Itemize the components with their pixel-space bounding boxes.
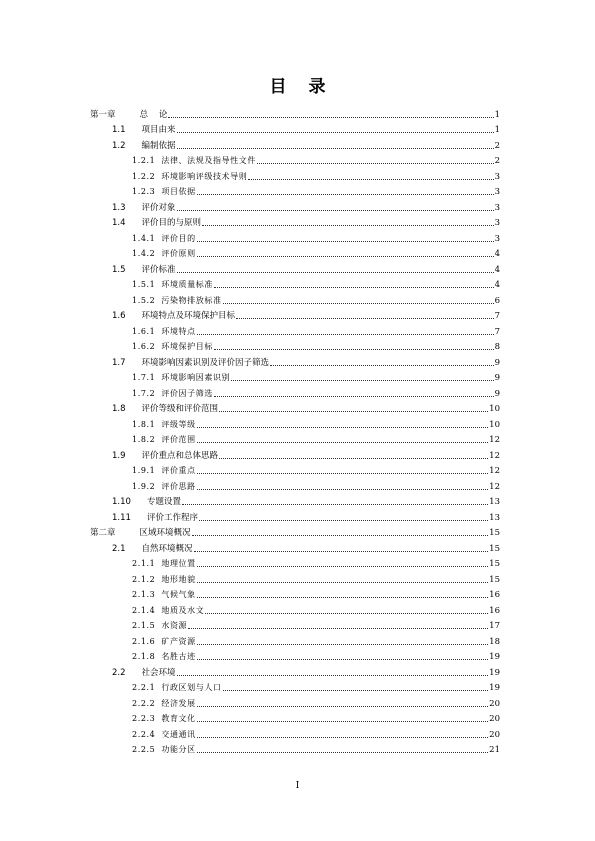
- toc-entry-page: 18: [489, 636, 500, 647]
- page-number: I: [295, 781, 300, 791]
- toc-entry-number: 2.1.4: [132, 605, 156, 615]
- toc-entry[interactable]: [90, 368, 500, 384]
- toc-entry-number: 1.2.1: [132, 156, 156, 165]
- toc-entry-number: 1.9: [112, 450, 126, 461]
- toc-leader-dots: [199, 520, 488, 521]
- toc-entry-number: 1.2.3: [132, 187, 156, 196]
- toc-entry-page: 20: [489, 698, 500, 709]
- toc-leader-dots: [197, 721, 488, 722]
- toc-entry-number: 1.10: [112, 497, 131, 507]
- toc-entry-number: 1.8: [112, 404, 126, 414]
- toc-entry[interactable]: [90, 213, 500, 229]
- toc-entry-number: 1.8.1: [132, 419, 156, 429]
- toc-entry-text: 评价原则: [161, 249, 196, 258]
- toc-entry-text: 环境特点: [161, 326, 196, 336]
- toc-entry-text: 评价因子筛选: [161, 388, 213, 398]
- toc-entry[interactable]: [90, 461, 500, 477]
- toc-entry[interactable]: [90, 259, 500, 275]
- toc-leader-dots: [257, 163, 494, 164]
- toc-entry-page: 1: [494, 109, 500, 120]
- toc-entry-text: 专题设置: [146, 497, 181, 507]
- toc-entry-text: 环境质量标准: [161, 280, 213, 289]
- toc-leader-dots: [192, 535, 489, 536]
- toc-entry-label: [132, 280, 213, 290]
- toc-entry-number: 2.1.3: [132, 590, 156, 599]
- toc-entry-label: [132, 590, 196, 600]
- toc-entry-page: 8: [494, 342, 500, 352]
- toc-entry[interactable]: [90, 430, 500, 446]
- toc-leader-dots: [197, 473, 488, 474]
- toc-entry[interactable]: [90, 616, 500, 632]
- toc-leader-dots: [205, 613, 488, 614]
- toc-entry[interactable]: [90, 182, 500, 198]
- toc-entry-number: 2.2.2: [132, 698, 156, 708]
- toc-entry-text: 地理位置: [161, 559, 196, 568]
- toc-entry-number: 1.4.2: [132, 249, 156, 258]
- toc-entry-number: 第二章: [90, 528, 116, 538]
- toc-leader-dots: [197, 644, 488, 645]
- toc-entry-page: 3: [494, 233, 500, 244]
- toc-entry-text: 评价重点: [161, 466, 196, 475]
- toc-entry[interactable]: [90, 120, 500, 136]
- toc-title-char-1: 目: [269, 77, 287, 97]
- toc-entry-number: 1.6.1: [132, 326, 156, 336]
- toc-entry-number: 2.2.1: [132, 683, 156, 692]
- toc-entry-number: 1.4.1: [132, 233, 156, 243]
- toc-leader-dots: [197, 427, 488, 428]
- toc-entry-page: 20: [489, 729, 500, 740]
- toc-entry-label: [132, 327, 196, 337]
- toc-entry-label: [132, 730, 196, 740]
- toc-leader-dots: [182, 504, 488, 505]
- toc-leader-dots: [197, 566, 488, 567]
- toc-entry-label: [112, 451, 218, 461]
- toc-entry-label: [132, 606, 204, 616]
- toc-entry-label: [132, 373, 230, 383]
- toc-leader-dots: [219, 411, 488, 412]
- toc-entry-page: 19: [489, 667, 500, 678]
- toc-entry-number: 1.7.2: [132, 388, 156, 398]
- toc-entry-label: [132, 435, 196, 445]
- toc-entry[interactable]: [90, 554, 500, 570]
- toc-entry-text: 评价工作程序: [146, 512, 198, 523]
- toc-entry-number: 2.2: [112, 667, 126, 678]
- toc-entry-page: 12: [489, 481, 500, 492]
- toc-entry[interactable]: [90, 414, 500, 430]
- toc-entry-label: [112, 668, 176, 678]
- toc-entry[interactable]: [90, 197, 500, 213]
- toc-entry-text: 总 论: [139, 109, 168, 120]
- toc-entry-page: 7: [494, 311, 500, 321]
- toc-leader-dots: [197, 256, 494, 257]
- toc-entry-text: 评价目的与原则: [141, 218, 202, 228]
- toc-leader-dots: [177, 210, 494, 211]
- toc-entry-page: 15: [489, 528, 500, 538]
- toc-entry[interactable]: [90, 631, 500, 647]
- toc-entry-label: [90, 528, 191, 538]
- toc-entry[interactable]: [90, 290, 500, 306]
- toc-entry-text: 环境保护目标: [161, 342, 213, 351]
- toc-entry-text: 评价对象: [141, 202, 176, 213]
- toc-entry[interactable]: [90, 228, 500, 244]
- toc-entry-text: 评价标准: [141, 264, 176, 275]
- toc-entry[interactable]: [90, 476, 500, 492]
- toc-entry-page: 3: [494, 187, 500, 197]
- toc-leader-dots: [197, 241, 494, 242]
- toc-leader-dots: [197, 752, 488, 753]
- toc-entry[interactable]: [90, 507, 500, 523]
- toc-entry-label: [132, 575, 196, 585]
- toc-entry[interactable]: [90, 166, 500, 182]
- toc-entry-text: 环境影响评级技术导则: [161, 171, 248, 181]
- toc-entry-number: 1.5.2: [132, 295, 156, 305]
- toc-entry-label: [132, 156, 256, 166]
- toc-entry-text: 自然环境概况: [141, 543, 193, 554]
- toc-leader-dots: [202, 225, 494, 226]
- toc-entry-text: 功能分区: [161, 745, 196, 754]
- toc-entry-page: 12: [489, 435, 500, 445]
- toc-entry[interactable]: [90, 492, 500, 508]
- toc-entry-label: [132, 420, 196, 430]
- toc-entry-label: [112, 311, 235, 321]
- toc-entry-label: [132, 249, 196, 259]
- toc-entry-number: 1.9.2: [132, 481, 156, 491]
- toc-entry-label: [132, 637, 196, 647]
- toc-entry-label: [132, 187, 196, 197]
- toc-leader-dots: [223, 303, 494, 304]
- toc-entry-page: 17: [489, 621, 500, 631]
- toc-entry[interactable]: [90, 538, 500, 554]
- toc-entry-text: 评价重点和总体思路: [141, 450, 219, 461]
- toc-leader-dots: [194, 551, 489, 552]
- toc-entry-label: [132, 234, 196, 244]
- toc-entry[interactable]: [90, 306, 500, 322]
- toc-entry-number: 1.2: [112, 140, 126, 151]
- toc-entry-text: 评价目的: [161, 233, 196, 243]
- toc-entry-text: 环境影响因素识别: [161, 373, 231, 382]
- toc-leader-dots: [236, 318, 494, 319]
- toc-entry-number: 1.6.2: [132, 342, 156, 351]
- toc-entry-label: [112, 125, 176, 135]
- toc-entry-label: [112, 513, 198, 523]
- toc-entry-number: 1.5.1: [132, 280, 156, 289]
- toc-entry-page: 16: [489, 590, 500, 600]
- toc-entry[interactable]: [90, 523, 500, 539]
- toc-entry-label: [132, 652, 196, 662]
- toc-entry[interactable]: [90, 151, 500, 167]
- toc-entry-number: 1.5: [112, 264, 126, 275]
- toc-entry-number: 2.2.5: [132, 745, 156, 754]
- toc-entry[interactable]: [90, 709, 500, 725]
- toc-entry-page: 9: [494, 373, 500, 383]
- toc-entry-page: 15: [489, 559, 500, 569]
- toc-entry-page: 3: [494, 218, 500, 228]
- toc-entry-text: 矿产资源: [161, 636, 196, 646]
- toc-entry[interactable]: [90, 740, 500, 756]
- toc-leader-dots: [177, 675, 489, 676]
- toc-entry-label: [112, 497, 181, 507]
- toc-entry[interactable]: [90, 399, 500, 415]
- toc-entry-label: [112, 141, 176, 151]
- toc-leader-dots: [270, 365, 494, 366]
- toc-entry-page: 20: [489, 714, 500, 724]
- toc-entry-text: 区域环境概况: [139, 528, 191, 538]
- toc-entry-text: 评级等级: [161, 419, 196, 429]
- toc-title-char-2: 录: [308, 77, 326, 97]
- toc-entry-page: 9: [494, 388, 500, 399]
- toc-entry[interactable]: [90, 693, 500, 709]
- toc-entry-label: [132, 621, 187, 631]
- toc-leader-dots: [223, 690, 489, 691]
- toc-entry[interactable]: [90, 135, 500, 151]
- toc-entry-page: 1: [494, 125, 500, 135]
- toc-entry-page: 10: [489, 404, 500, 414]
- toc-entry-text: 编制依据: [141, 140, 176, 151]
- toc-entry-text: 交通通讯: [161, 729, 196, 739]
- toc-entry[interactable]: [90, 600, 500, 616]
- toc-title: [0, 72, 595, 97]
- toc-entry-text: 评价范围: [161, 435, 196, 444]
- toc-leader-dots: [177, 272, 494, 273]
- toc-entry-label: [132, 342, 213, 352]
- toc-leader-dots: [197, 597, 488, 598]
- toc-entry-label: [90, 110, 167, 120]
- toc-leader-dots: [177, 148, 494, 149]
- table-of-contents: [90, 104, 500, 755]
- toc-entry[interactable]: [90, 275, 500, 291]
- toc-entry-number: 1.4: [112, 218, 126, 228]
- toc-entry-number: 第一章: [90, 109, 116, 120]
- toc-entry-page: 6: [494, 295, 500, 306]
- toc-entry-text: 地形地貌: [161, 574, 196, 584]
- toc-entry-number: 1.2.2: [132, 171, 156, 181]
- toc-entry-number: 1.7: [112, 357, 126, 368]
- toc-entry-page: 15: [489, 543, 500, 554]
- toc-entry-text: 行政区划与人口: [161, 683, 222, 692]
- toc-leader-dots: [197, 582, 488, 583]
- toc-entry-text: 经济发展: [161, 698, 196, 708]
- toc-entry-label: [132, 683, 222, 693]
- toc-leader-dots: [177, 132, 494, 133]
- toc-entry-label: [112, 218, 201, 228]
- toc-leader-dots: [197, 194, 494, 195]
- toc-entry-page: 2: [494, 140, 500, 151]
- toc-entry-number: 1.6: [112, 311, 126, 321]
- toc-leader-dots: [214, 287, 494, 288]
- toc-entry-page: 19: [489, 652, 500, 662]
- toc-entry-number: 1.1: [112, 125, 126, 135]
- toc-entry-page: 2: [494, 156, 500, 166]
- toc-entry[interactable]: [90, 445, 500, 461]
- toc-entry-label: [112, 203, 176, 213]
- toc-entry-text: 项目依据: [161, 187, 196, 196]
- toc-leader-dots: [248, 179, 493, 180]
- toc-entry-text: 名胜古迹: [161, 652, 196, 661]
- toc-leader-dots: [197, 334, 494, 335]
- toc-entry-number: 1.7.1: [132, 373, 156, 382]
- toc-entry-label: [132, 482, 196, 492]
- toc-leader-dots: [197, 489, 488, 490]
- toc-entry-label: [112, 404, 218, 414]
- toc-entry-label: [112, 544, 193, 554]
- toc-entry-number: 2.2.3: [132, 714, 156, 723]
- toc-entry-number: 2.1.6: [132, 636, 156, 646]
- toc-entry-text: 污染物排放标准: [161, 295, 222, 305]
- toc-entry-page: 3: [494, 171, 500, 182]
- toc-entry-label: [132, 714, 196, 724]
- toc-entry[interactable]: [90, 647, 500, 663]
- toc-entry-number: 1.9.1: [132, 466, 156, 475]
- toc-entry-number: 2.1.2: [132, 574, 156, 584]
- toc-entry[interactable]: [90, 321, 500, 337]
- toc-entry-number: 1.3: [112, 202, 126, 213]
- toc-entry-label: [132, 172, 247, 182]
- toc-entry-label: [112, 358, 269, 368]
- toc-leader-dots: [214, 349, 494, 350]
- toc-leader-dots: [214, 396, 494, 397]
- toc-entry[interactable]: [90, 244, 500, 260]
- toc-entry-page: 3: [494, 202, 500, 213]
- toc-leader-dots: [197, 442, 488, 443]
- toc-entry[interactable]: [90, 662, 500, 678]
- toc-entry-page: 15: [489, 574, 500, 585]
- toc-entry-page: 19: [489, 683, 500, 693]
- toc-entry-page: 4: [494, 280, 500, 290]
- toc-entry[interactable]: [90, 352, 500, 368]
- toc-entry-text: 地质及水文: [161, 605, 205, 615]
- toc-entry-page: 21: [489, 745, 500, 755]
- toc-entry-text: 气候气象: [161, 590, 196, 599]
- toc-entry-page: 16: [489, 605, 500, 616]
- toc-entry[interactable]: [90, 383, 500, 399]
- toc-entry-label: [132, 389, 213, 399]
- toc-entry-text: 教育文化: [161, 714, 196, 723]
- toc-entry-page: 7: [494, 326, 500, 337]
- toc-entry-label: [112, 265, 176, 275]
- toc-entry-number: 2.1.5: [132, 621, 156, 630]
- toc-leader-dots: [188, 628, 488, 629]
- toc-entry[interactable]: [90, 724, 500, 740]
- toc-leader-dots: [168, 117, 493, 118]
- toc-entry-number: 1.11: [112, 512, 131, 523]
- toc-leader-dots: [219, 458, 488, 459]
- toc-entry-label: [132, 466, 196, 476]
- toc-entry-page: 9: [494, 357, 500, 368]
- toc-entry-page: 12: [489, 450, 500, 461]
- toc-leader-dots: [197, 659, 488, 660]
- toc-entry-number: 2.1: [112, 543, 126, 554]
- toc-entry-label: [132, 745, 196, 755]
- toc-entry-text: 评价等级和评价范围: [141, 404, 219, 414]
- toc-entry[interactable]: [90, 337, 500, 353]
- toc-entry-text: 环境影响因素识别及评价因子筛选: [141, 357, 270, 368]
- toc-entry-page: 4: [494, 264, 500, 275]
- toc-entry[interactable]: [90, 585, 500, 601]
- toc-leader-dots: [197, 737, 488, 738]
- toc-entry-number: 2.1.8: [132, 652, 156, 661]
- toc-entry-number: 2.1.1: [132, 559, 156, 568]
- toc-entry-label: [132, 296, 222, 306]
- toc-entry-page: 12: [489, 466, 500, 476]
- toc-entry-page: 4: [494, 249, 500, 259]
- toc-leader-dots: [197, 706, 488, 707]
- toc-entry-text: 水资源: [161, 621, 188, 630]
- toc-entry-text: 评价思路: [161, 481, 196, 491]
- toc-entry-label: [132, 559, 196, 569]
- toc-entry-number: 1.8.2: [132, 435, 156, 444]
- toc-entry-text: 项目由来: [141, 125, 176, 135]
- toc-entry-number: 2.2.4: [132, 729, 156, 739]
- toc-entry-page: 10: [489, 419, 500, 430]
- toc-entry[interactable]: [90, 104, 500, 120]
- toc-leader-dots: [231, 380, 493, 381]
- toc-entry-text: 法律、法规及指导性文件: [161, 156, 256, 165]
- toc-entry-page: 13: [489, 512, 500, 523]
- toc-entry-label: [132, 699, 196, 709]
- toc-entry-text: 社会环境: [141, 667, 176, 678]
- toc-entry-page: 13: [489, 497, 500, 507]
- toc-entry[interactable]: [90, 569, 500, 585]
- toc-entry[interactable]: [90, 678, 500, 694]
- toc-entry-text: 环境特点及环境保护目标: [141, 311, 236, 321]
